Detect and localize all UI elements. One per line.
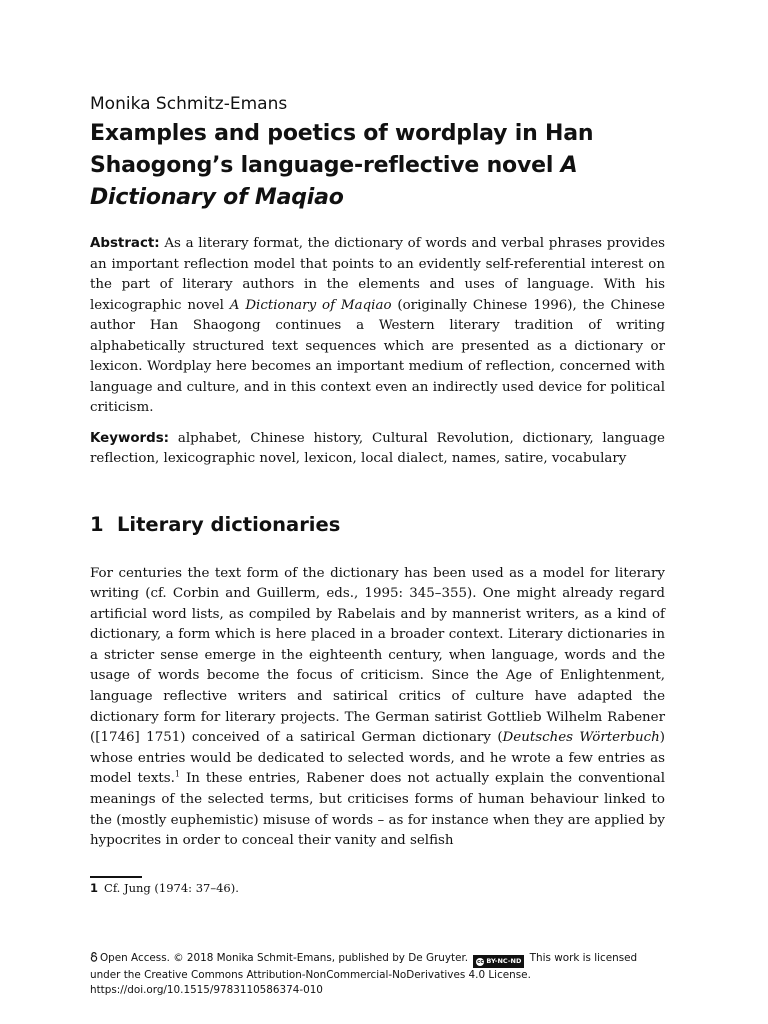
title-main: Examples and poetics of wordplay in Han Shaogong’s language-reflective novel <box>90 121 594 178</box>
abstract-text-2: (originally Chinese 1996), the Chinese author Han Shaogong continues a Western literary tradition of writing alphabetically structured text sequences which are presented as a dictionary or lexicon. Wordplay here becomes an important medium of reflection, concerned with language and culture, and in this context even an indirectly used device for political criticism. <box>90 297 665 415</box>
license-text-1b: This work is licensed <box>529 952 638 964</box>
abstract-italic: A Dictionary of Maqiao <box>229 297 392 313</box>
cc-icon: cc <box>477 959 484 965</box>
cc-license-badge-icon[interactable] <box>473 955 524 968</box>
body-paragraph <box>90 564 665 852</box>
keywords-text: alphabet, Chinese history, Cultural Revolution, dictionary, language reflection, lexicographic novel, lexicon, local dialect, names, satire, vocabulary <box>90 430 665 466</box>
abstract-text-1: As a literary format, the dictionary of words and verbal phrases provides an important reflection model that points to an evidently self-referential interest on the part of literary authors in the elements and uses of language. With his lexicographic novel <box>90 236 665 313</box>
license-notice <box>90 951 670 998</box>
body-text-2: ) whose entries would be dedicated to selected words, and he wrote a few entries as model texts. <box>90 730 666 787</box>
license-text-1a: Open Access. © 2018 Monika Schmit-Emans, published by De Gruyter. <box>100 952 469 964</box>
title-italic: A Dictionary of Maqiao <box>90 153 578 210</box>
license-line-2: under the Creative Commons Attribution-NonCommercial-NoDerivatives 4.0 License. <box>90 969 531 981</box>
keywords <box>90 429 665 470</box>
footnote-rule <box>90 876 142 878</box>
open-access-icon <box>90 952 98 962</box>
footnote-number: 1 <box>90 881 99 895</box>
abstract <box>90 234 665 419</box>
page-content <box>90 92 665 852</box>
author-name: Monika Schmitz-Emans <box>90 94 288 114</box>
footnote-text: Cf. Jung (1974: 37–46). <box>104 881 239 895</box>
body-italic: Deutsches Wörterbuch <box>502 730 660 746</box>
footnote-reference[interactable]: 1 <box>174 769 180 779</box>
footnote <box>90 880 665 896</box>
abstract-label: Abstract: <box>90 236 160 251</box>
section-heading <box>90 511 665 539</box>
doi-link[interactable]: https://doi.org/10.1515/9783110586374-010 <box>90 984 323 996</box>
license-line-1 <box>90 951 670 968</box>
section-title: Literary dictionaries <box>117 512 341 536</box>
section-number: 1 <box>90 512 104 536</box>
chapter-title <box>90 118 665 214</box>
body-text-3: In these entries, Rabener does not actually explain the conventional meanings of the selected terms, but criticises forms of human behaviour linked to the (mostly euphemistic) misuse of words – as for instance when they are applied by hypocrites in order to conceal their vanity and selfish <box>90 771 665 849</box>
cc-badge-text: BY-NC-ND <box>486 957 522 965</box>
body-text-1: For centuries the text form of the dictionary has been used as a model for literary writing (cf. Corbin and Guillerm, eds., 1995: 345–355). One might already regard artificial word lists, as compiled by Rabelais and by mannerist writers, as a kind of dictionary, a form which is here placed in a broader context. Literary dictionaries in a stricter sense emerge in the eighteenth century, when language, words and the usage of words become the focus of criticism. Since the Age of Enlightenment, language reflective writers and satirical critics of culture have adapted the dictionary form for literary projects. The German satirist Gottlieb Wilhelm Rabener ([1746] 1751) conceived of a satirical German dictionary ( <box>90 565 665 746</box>
keywords-label: Keywords: <box>90 430 170 446</box>
